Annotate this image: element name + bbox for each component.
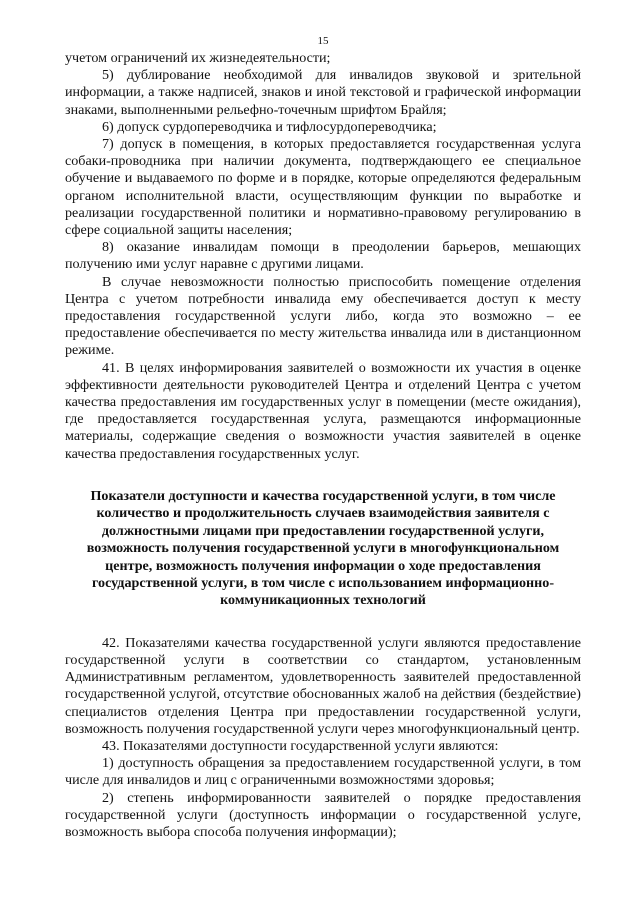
- paragraph-impossibility: В случае невозможности полностью приспособить помещение отделения Центра с учетом потребности инвалида ему обеспечивается доступ к месту предоставления государственной услуги либо, когда это возможно – ее предоставление обеспечивается по месту жительства инвалида или в дистанционном режиме.: [65, 273, 581, 359]
- page-number: 15: [317, 35, 329, 47]
- paragraph-43-item-2: 2) степень информированности заявителей о порядке предоставления государственной услуги (доступность информации о государственной услуге, возможность выбора способа получения информации);: [65, 789, 581, 840]
- paragraph-42: 42. Показателями качества государственной услуги являются предоставление государственной услуги в соответствии со стандартом, установленным Административным регламентом, удовлетворенность заявителей предоставленной государственной услугой, отсутствие обоснованных жалоб на действия (бездействие) специалистов отделения Центра при предоставлении государственной услуги, возможность получения государственной услуги через многофункциональный центр.: [65, 634, 581, 737]
- paragraph-item-7: 7) допуск в помещения, в которых предоставляется государственная услуга собаки-проводника при наличии документа, подтверждающего ее специальное обучение и выдаваемого по форме и в порядке, которые определяются федеральным органом исполнительной власти, осуществляющим функции по выработке и реализации государственной политики и нормативно-правовому регулированию в сфере социальной защиты населения;: [65, 136, 581, 239]
- paragraph-41: 41. В целях информирования заявителей о возможности их участия в оценке эффективности деятельности руководителей Центра и отделений Центра с учетом качества предоставления им государственных услуг в помещении (месте ожидания), где предоставляется государственная услуга, размещаются информационные материалы, содержащие сведения о возможности участия заявителей в оценке качества предоставления государственных услуг.: [65, 359, 581, 462]
- paragraph-item-6: 6) допуск сурдопереводчика и тифлосурдопереводчика;: [102, 118, 437, 135]
- paragraph-43: 43. Показателями доступности государственной услуги являются:: [102, 737, 499, 754]
- section-heading: Показатели доступности и качества государственной услуги, в том числе количество и продолжительность случаев взаимодействия заявителя с должностными лицами при предоставлении государственной услуги, возможность получения государственной услуги в многофункциональном центре, возможность получения информации о ходе предоставления государственной услуги, в том числе с использованием информационно-коммуникационных технологий: [86, 487, 560, 609]
- paragraph-item-8: 8) оказание инвалидам помощи в преодолении барьеров, мешающих получению ими услуг наравне с другими лицами.: [65, 239, 581, 273]
- paragraph-continuation: учетом ограничений их жизнедеятельности;: [65, 50, 331, 66]
- paragraph-43-item-1: 1) доступность обращения за предоставлением государственной услуги, в том числе для инвалидов и лиц с ограниченными возможностями здоровья;: [65, 755, 581, 789]
- paragraph-item-5: 5) дублирование необходимой для инвалидов звуковой и зрительной информации, а также надписей, знаков и иной текстовой и графической информации знаками, выполненными рельефно-точечным шрифтом Брайля;: [65, 67, 581, 118]
- document-body: [65, 50, 581, 841]
